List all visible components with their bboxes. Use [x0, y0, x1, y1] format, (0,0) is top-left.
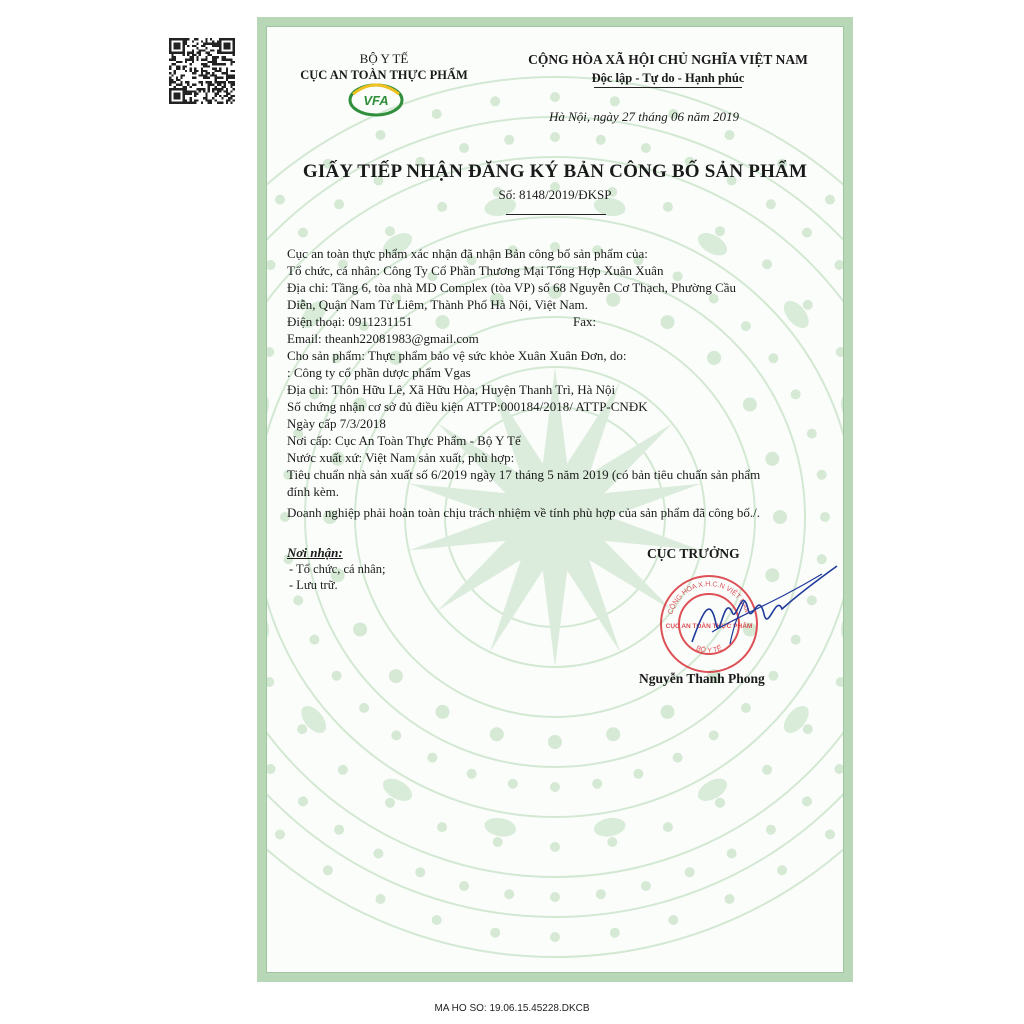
certificate-line: Số chứng nhận cơ sở đủ điều kiện ATTP:000184/2018/ ATTP-CNĐK: [287, 399, 648, 414]
email-line: Email: theanh22081983@gmail.com: [287, 331, 479, 346]
dossier-code: MA HO SO: 19.06.15.45228.DKCB: [434, 1003, 590, 1014]
qr-code: [166, 38, 238, 104]
producer-address-line: Địa chỉ: Thôn Hữu Lê, Xã Hữu Hòa, Huyện Thanh Trì, Hà Nội: [287, 382, 616, 397]
signer-name: Nguyễn Thanh Phong: [639, 671, 765, 686]
address-line-1: Địa chỉ: Tầng 6, tòa nhà MD Complex (tòa VP) số 68 Nguyễn Cơ Thạch, Phường Cầu: [287, 280, 737, 295]
stamp-ring-text: CỘNG HÒA X.H.C.N VIỆT NAM: [667, 580, 751, 616]
stamp-ring-bottom-text: BỘ Y TẾ: [695, 645, 723, 655]
header-right: [493, 51, 843, 88]
country-name: CỘNG HÒA XÃ HỘI CHỦ NGHĨA VIỆT NAM: [528, 52, 808, 67]
standard-line-1: Tiêu chuẩn nhà sản xuất số 6/2019 ngày 17 tháng 5 năm 2019 (có bản tiêu chuẩn sản phẩm: [287, 467, 761, 482]
fax-label: Fax:: [573, 314, 597, 329]
issue-date-line: Hà Nội, ngày 27 tháng 06 năm 2019: [549, 109, 739, 124]
handwritten-signature: [672, 554, 842, 664]
title-divider: [506, 214, 606, 215]
certificate-issuer-line: Nơi cấp: Cục An Toàn Thực Phẩm - Bộ Y Tế: [287, 433, 521, 448]
recipients-title: Nơi nhận:: [287, 545, 343, 560]
phone-line: [287, 313, 829, 330]
document-body: [287, 245, 829, 521]
product-line: Cho sản phẩm: Thực phẩm bảo vệ sức khỏe Xuân Xuân Đơn, do:: [287, 348, 627, 363]
ministry-name: BỘ Y TẾ: [359, 51, 409, 66]
producer-line: : Công ty cổ phần dược phẩm Vgas: [287, 365, 471, 380]
phone-text: Điện thoại: 0911231151: [287, 314, 413, 329]
certificate-paper: [266, 26, 844, 973]
origin-line: Nước xuất xứ: Việt Nam sản xuất, phù hợp:: [287, 450, 515, 465]
svg-text:VFA: VFA: [363, 93, 389, 108]
document-title: GIẤY TIẾP NHẬN ĐĂNG KÝ BẢN CÔNG BỐ SẢN PHẨM: [302, 161, 808, 182]
certificate-frame: [257, 17, 853, 982]
recipient-item: - Tổ chức, cá nhân;: [289, 562, 386, 576]
agency-name: CỤC AN TOÀN THỰC PHẨM: [300, 68, 468, 82]
certificate-date-line: Ngày cấp 7/3/2018: [287, 416, 386, 431]
national-motto: Độc lập - Tự do - Hạnh phúc: [591, 71, 745, 85]
vfa-logo: [347, 78, 405, 118]
motto-underline: [594, 87, 742, 88]
intro-line: Cục an toàn thực phẩm xác nhận đã nhận Bản công bố sản phẩm của:: [287, 246, 648, 261]
stamp-center-text: CỤC AN TOÀN THỰC PHẨM: [665, 623, 753, 630]
recipient-item: - Lưu trữ.: [289, 578, 338, 592]
address-line-2: Diễn, Quận Nam Từ Liêm, Thành Phố Hà Nội, Việt Nam.: [287, 297, 588, 312]
standard-line-2: đính kèm.: [287, 484, 339, 499]
responsibility-line: Doanh nghiệp phải hoàn toàn chịu trách nhiệm về tính phù hợp của sản phẩm đã công bố./.: [287, 505, 760, 520]
document-number: Số: 8148/2019/ĐKSP: [498, 187, 612, 202]
signer-title: CỤC TRƯỞNG: [647, 546, 740, 561]
organization-line: Tổ chức, cá nhân: Công Ty Cổ Phần Thương Mại Tổng Hợp Xuân Xuân: [287, 263, 664, 278]
